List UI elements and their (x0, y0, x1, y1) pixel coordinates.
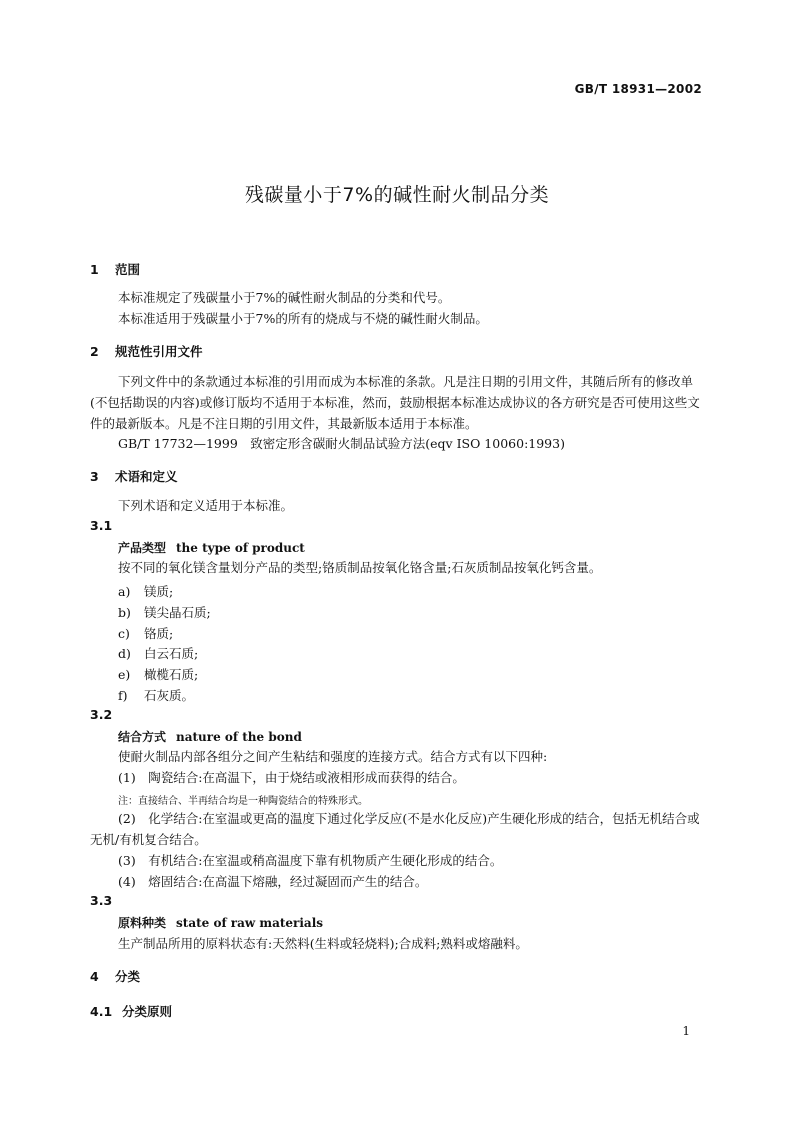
note: 注：直接结合、半再结合均是一种陶瓷结合的特殊形式。 (118, 796, 368, 807)
definition: 使耐火制品内部各组分之间产生粘结和强度的连接方式。结合方式有以下四种: (118, 749, 548, 764)
section-number: 4 (90, 969, 99, 984)
term-heading (118, 728, 302, 745)
term-heading (118, 914, 323, 931)
bond-item: (3) 有机结合:在室温或稍高温度下靠有机物质产生硬化形成的结合。 (118, 853, 503, 868)
subsection-4-1-heading (90, 1002, 172, 1020)
bond-item: (2) 化学结合:在室温或更高的温度下通过化学反应(不是水化反应)产生硬化形成的结合，包括无机结合或无机/有机复合结合。 (90, 811, 700, 847)
section-number: 2 (90, 344, 99, 359)
list-item: d) 白云石质; (118, 646, 199, 661)
definition: 生产制品所用的原料状态有:天然料(生料或轻烧料);合成料;熟料或熔融料。 (118, 936, 528, 951)
section-4-heading (90, 967, 140, 985)
section-title: 分类 (115, 969, 141, 984)
page-number: 1 (682, 1024, 690, 1038)
term-zh: 原料种类 (118, 916, 167, 930)
paragraph: 下列文件中的条款通过本标准的引用而成为本标准的条款。凡是注日期的引用文件，其随后所有的修改单(不包括勘误的内容)或修订版均不适用于本标准，然而，鼓励根据本标准达成协议的各方研究是否可使用这些文件的最新版本。凡是不注日期的引用文件，其最新版本适用于本标准。 (90, 374, 700, 431)
paragraph: 本标准规定了残碳量小于7%的碱性耐火制品的分类和代号。 (118, 290, 451, 305)
list-item: b) 镁尖晶石质; (118, 605, 211, 620)
paragraph: 本标准适用于残碳量小于7%的所有的烧成与不烧的碱性耐火制品。 (118, 311, 488, 326)
section-1-heading (90, 260, 140, 278)
document-title: 残碳量小于7%的碱性耐火制品分类 (244, 184, 550, 206)
subsection-title: 分类原则 (122, 1004, 173, 1019)
list-item: f) 石灰质。 (118, 688, 195, 703)
clause-number: 3.3 (90, 893, 113, 908)
section-title: 范围 (115, 262, 141, 277)
term-zh: 结合方式 (118, 730, 167, 744)
term-zh: 产品类型 (118, 541, 167, 555)
subsection-number: 4.1 (90, 1004, 113, 1019)
list-item: c) 铬质; (118, 626, 174, 641)
section-2-heading (90, 342, 203, 360)
section-title: 规范性引用文件 (115, 344, 203, 359)
term-heading (118, 539, 305, 556)
bond-item: (1) 陶瓷结合:在高温下，由于烧结或液相形成而获得的结合。 (118, 770, 465, 785)
section-number: 1 (90, 262, 99, 277)
clause-number: 3.1 (90, 518, 113, 533)
paragraph: 下列术语和定义适用于本标准。 (118, 498, 294, 513)
section-number: 3 (90, 469, 99, 484)
term-en: nature of the bond (176, 730, 302, 744)
term-en: state of raw materials (176, 916, 324, 930)
definition: 按不同的氧化镁含量划分产品的类型;铬质制品按氧化铬含量;石灰质制品按氧化钙含量。 (118, 560, 602, 575)
section-title: 术语和定义 (115, 469, 178, 484)
term-en: the type of product (176, 541, 305, 555)
reference-entry: GB/T 17732—1999 致密定形含碳耐火制品试验方法(eqv ISO 10060:1993) (118, 436, 565, 451)
standard-number-header: GB/T 18931—2002 (574, 82, 702, 96)
clause-number: 3.2 (90, 707, 113, 722)
bond-item: (4) 熔固结合:在高温下熔融，经过凝固而产生的结合。 (118, 874, 428, 889)
list-item: a) 镁质; (118, 584, 174, 599)
list-item: e) 橄榄石质; (118, 667, 199, 682)
section-3-heading (90, 467, 178, 485)
